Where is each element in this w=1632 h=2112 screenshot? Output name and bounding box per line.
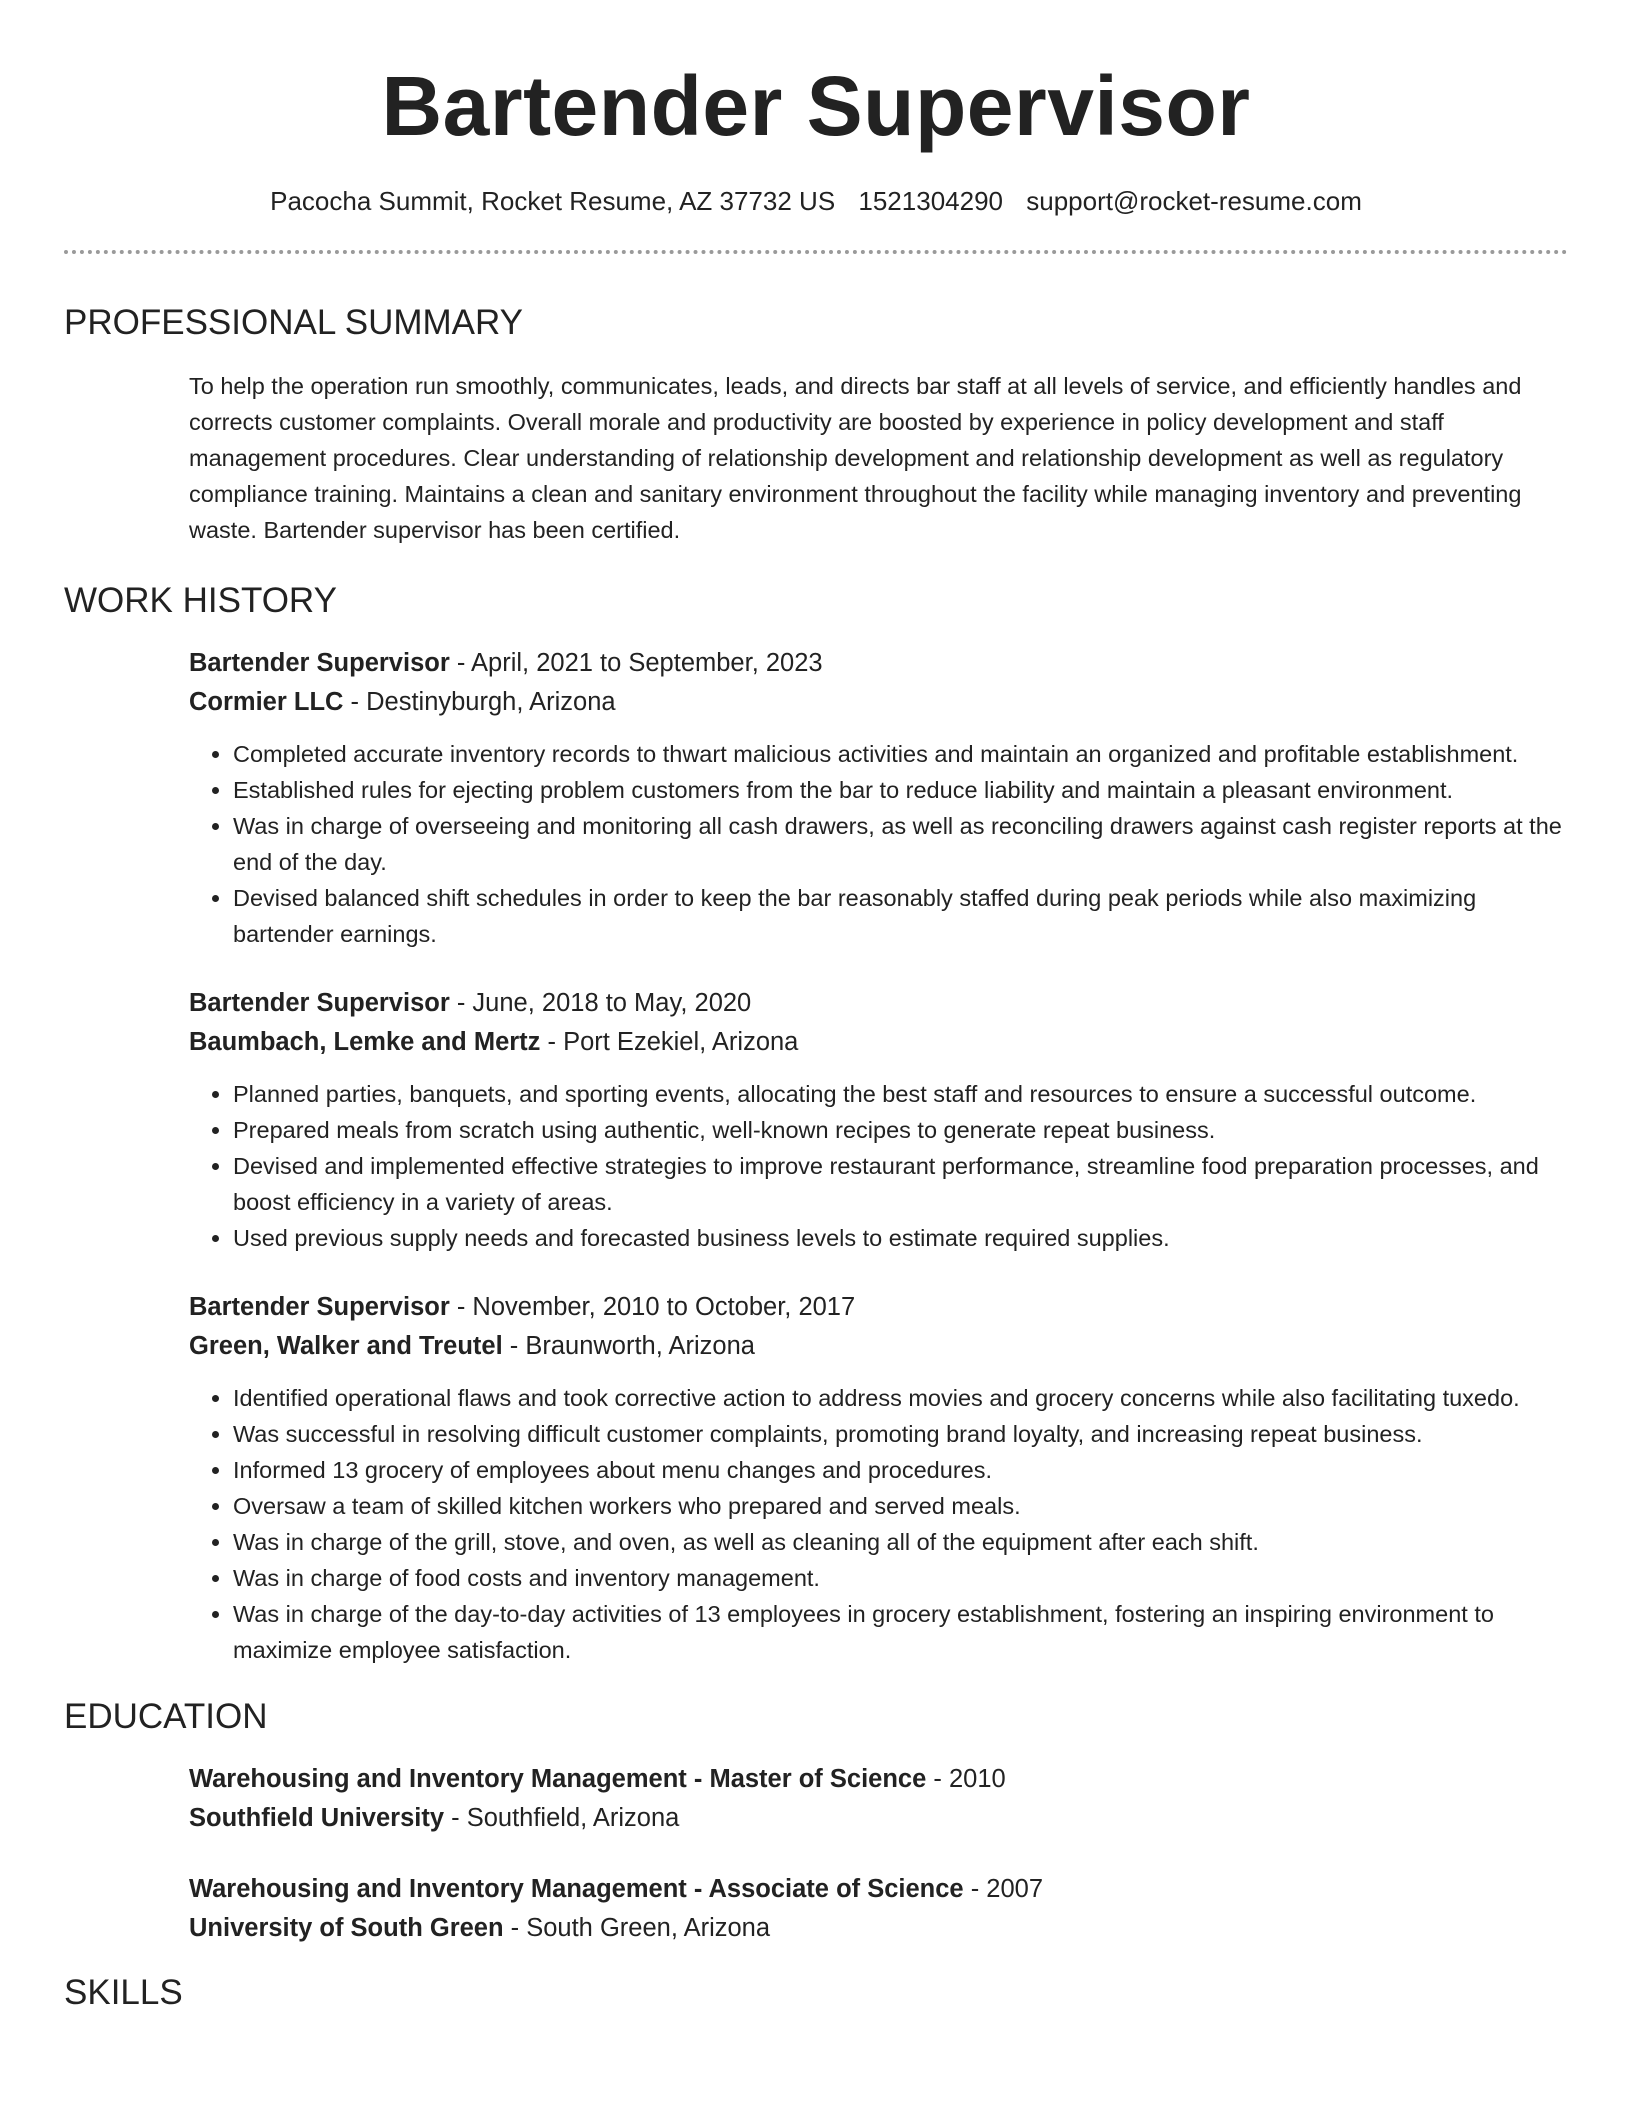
- job-location: - Destinyburgh, Arizona: [343, 688, 616, 716]
- education-degree-line: [189, 1870, 1568, 1909]
- education-section-title: EDUCATION: [64, 1697, 268, 1736]
- job-company-line: [189, 1327, 1568, 1366]
- job-dates: - November, 2010 to October, 2017: [449, 1293, 856, 1321]
- job-company-line: [189, 1023, 1568, 1062]
- job-bullet: • Identified operational flaws and took corrective action to address movies and grocery concerns while also facilitating tuxedo.: [233, 1380, 1568, 1416]
- header-divider: [64, 250, 1568, 254]
- job-company: Green, Walker and Treutel: [189, 1332, 503, 1360]
- education-degree: Warehousing and Inventory Management - Master of Science: [189, 1765, 927, 1793]
- job-role: Bartender Supervisor: [189, 649, 450, 677]
- job-company-line: [189, 683, 1568, 722]
- summary-section-title: PROFESSIONAL SUMMARY: [64, 303, 523, 342]
- job-bullet: • Completed accurate inventory records to thwart malicious activities and maintain an organized and profitable establishment.: [233, 736, 1568, 772]
- education-location: - South Green, Arizona: [503, 1914, 771, 1942]
- job-bullet: • Informed 13 grocery of employees about menu changes and procedures.: [233, 1452, 1568, 1488]
- education-degree: Warehousing and Inventory Management - Associate of Science: [189, 1875, 964, 1903]
- job-bullet: • Established rules for ejecting problem customers from the bar to reduce liability and maintain a pleasant environment.: [233, 772, 1568, 808]
- contact-email: support@rocket-resume.com: [1026, 186, 1362, 216]
- job-title-line: [189, 984, 1568, 1023]
- education-entry: [189, 1870, 1568, 1948]
- summary-text: To help the operation run smoothly, communicates, leads, and directs bar staff at all levels of service, and efficiently handles and corrects customer complaints. Overall morale and productivity are boosted by experience in policy development and staff management procedures. Clear understanding of relationship development and relationship development as well as regulatory compliance training. Maintains a clean and sanitary environment throughout the facility while managing inventory and preventing waste. Bartender supervisor has been certified.: [189, 373, 1522, 543]
- work-history-section-title: WORK HISTORY: [64, 581, 337, 620]
- job-company: Cormier LLC: [189, 688, 344, 716]
- job-bullet: • Devised and implemented effective strategies to improve restaurant performance, streamline food preparation processes, and boost efficiency in a variety of areas.: [233, 1148, 1568, 1220]
- resume-page: [64, 0, 1568, 2014]
- job-role: Bartender Supervisor: [189, 989, 450, 1017]
- job-company: Baumbach, Lemke and Mertz: [189, 1028, 541, 1056]
- job-bullet: • Oversaw a team of skilled kitchen workers who prepared and served meals.: [233, 1488, 1568, 1524]
- job-bullet: • Was in charge of overseeing and monitoring all cash drawers, as well as reconciling drawers against cash register reports at the end of the day.: [233, 808, 1568, 880]
- education-year: - 2007: [963, 1875, 1044, 1903]
- education-school-line: [189, 1909, 1568, 1948]
- contact-phone: 1521304290: [858, 186, 1003, 216]
- job-title-line: [189, 644, 1568, 683]
- job-bullet: • Planned parties, banquets, and sporting events, allocating the best staff and resources to ensure a successful outcome.: [233, 1076, 1568, 1112]
- job-title-line: [189, 1288, 1568, 1327]
- skills-section-title: SKILLS: [64, 1973, 183, 2012]
- education-degree-line: [189, 1760, 1568, 1799]
- contact-line: [64, 184, 1568, 218]
- job-bullets: [189, 736, 1568, 952]
- education-year: - 2010: [926, 1765, 1006, 1793]
- job-dates: - April, 2021 to September, 2023: [449, 649, 823, 677]
- job-entry: [189, 984, 1568, 1256]
- education-school-line: [189, 1799, 1568, 1838]
- job-entry: [189, 644, 1568, 952]
- job-bullet: • Was in charge of the day-to-day activities of 13 employees in grocery establishment, fostering an inspiring environment to maximize employee satisfaction.: [233, 1596, 1568, 1668]
- resume-name-heading: Bartender Supervisor: [381, 59, 1251, 153]
- job-bullet: • Devised balanced shift schedules in order to keep the bar reasonably staffed during peak periods while also maximizing bartender earnings.: [233, 880, 1568, 952]
- job-bullet: • Used previous supply needs and forecasted business levels to estimate required supplies.: [233, 1220, 1568, 1256]
- job-role: Bartender Supervisor: [189, 1293, 450, 1321]
- job-entry: [189, 1288, 1568, 1668]
- job-bullets: [189, 1076, 1568, 1256]
- contact-address: Pacocha Summit, Rocket Resume, AZ 37732 US: [270, 186, 836, 216]
- job-bullet: • Was in charge of the grill, stove, and oven, as well as cleaning all of the equipment after each shift.: [233, 1524, 1568, 1560]
- job-bullets: [189, 1380, 1568, 1668]
- job-location: - Braunworth, Arizona: [502, 1332, 755, 1360]
- job-bullet: • Was successful in resolving difficult customer complaints, promoting brand loyalty, and increasing repeat business.: [233, 1416, 1568, 1452]
- education-school: Southfield University: [189, 1804, 445, 1832]
- education-entry: [189, 1760, 1568, 1838]
- education-location: - Southfield, Arizona: [444, 1804, 680, 1832]
- job-bullet: • Prepared meals from scratch using authentic, well-known recipes to generate repeat business.: [233, 1112, 1568, 1148]
- job-location: - Port Ezekiel, Arizona: [540, 1028, 799, 1056]
- job-bullet: • Was in charge of food costs and inventory management.: [233, 1560, 1568, 1596]
- job-dates: - June, 2018 to May, 2020: [449, 989, 752, 1017]
- education-school: University of South Green: [189, 1914, 504, 1942]
